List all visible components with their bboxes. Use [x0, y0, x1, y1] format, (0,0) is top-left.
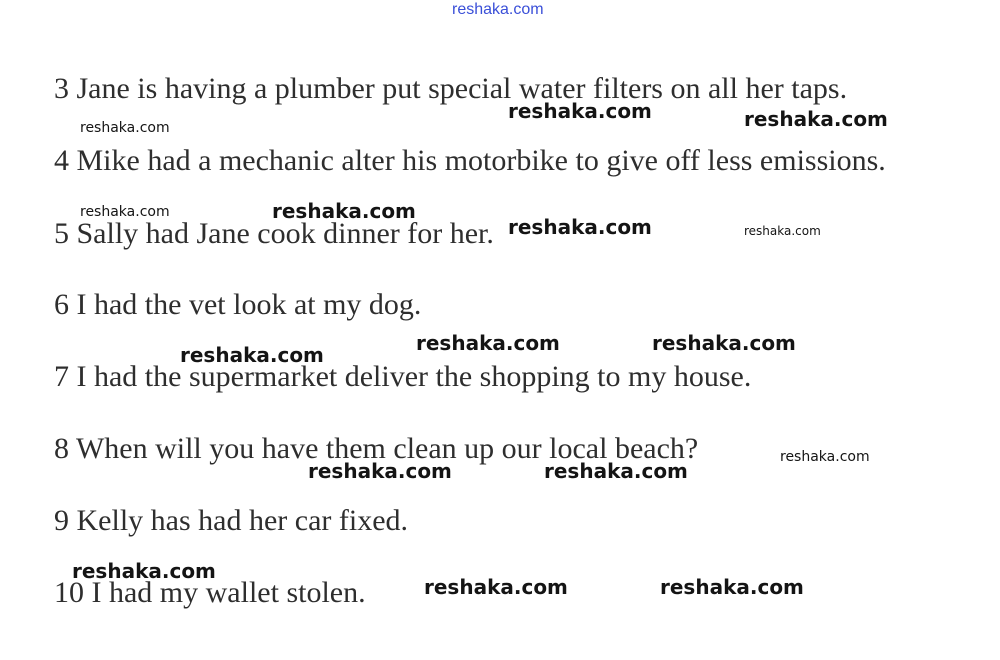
watermark: reshaka.com — [80, 120, 170, 136]
sentence-10: 10 I had my wallet stolen. — [54, 576, 366, 609]
sentence-3: 3 Jane is having a plumber put special water filters on all her taps. — [54, 72, 848, 105]
watermark: reshaka.com — [744, 224, 821, 238]
sentence-7: 7 I had the supermarket deliver the shopping to my house. — [54, 360, 752, 393]
watermark: reshaka.com — [180, 343, 324, 367]
watermark: reshaka.com — [308, 459, 452, 483]
watermark: reshaka.com — [744, 107, 888, 131]
watermark: reshaka.com — [508, 215, 652, 239]
watermark: reshaka.com — [272, 199, 416, 223]
sentence-6: 6 I had the vet look at my dog. — [54, 288, 422, 321]
watermark: reshaka.com — [780, 449, 870, 465]
sentence-8: 8 When will you have them clean up our local beach? — [54, 432, 699, 465]
sentence-5: 5 Sally had Jane cook dinner for her. — [54, 217, 494, 250]
watermark: reshaka.com — [416, 331, 560, 355]
watermark: reshaka.com — [660, 575, 804, 599]
watermark: reshaka.com — [80, 204, 170, 220]
site-link[interactable]: reshaka.com — [452, 1, 544, 18]
watermark: reshaka.com — [424, 575, 568, 599]
watermark: reshaka.com — [72, 559, 216, 583]
watermark: reshaka.com — [652, 331, 796, 355]
sentence-9: 9 Kelly has had her car fixed. — [54, 504, 409, 537]
sentence-4: 4 Mike had a mechanic alter his motorbike to give off less emissions. — [54, 144, 886, 177]
watermark: reshaka.com — [544, 459, 688, 483]
watermark: reshaka.com — [508, 99, 652, 123]
